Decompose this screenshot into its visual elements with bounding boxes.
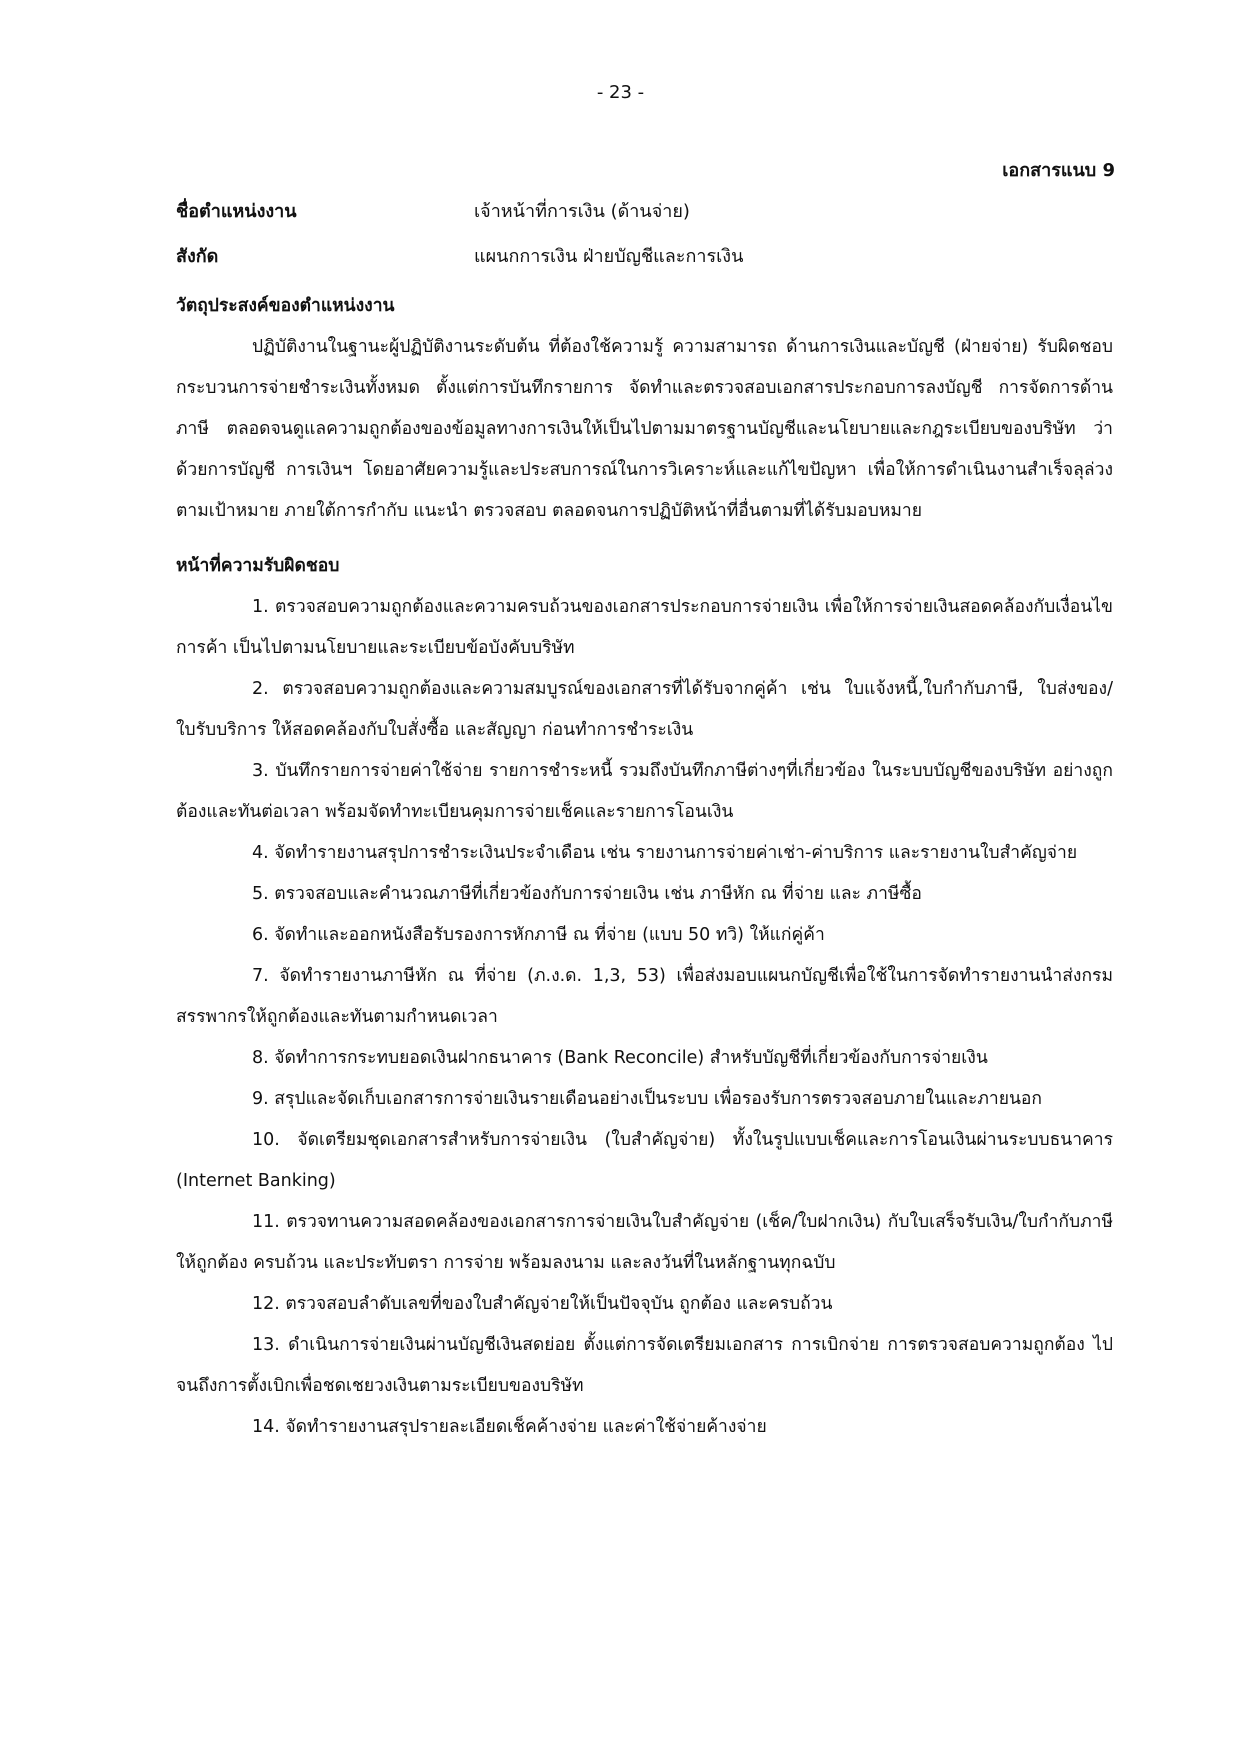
affiliation-value: แผนกการเงิน ฝ่ายบัญชีและการเงิน	[474, 246, 744, 267]
responsibility-item: 4. จัดทำรายงานสรุปการชำระเงินประจำเดือน เช่น รายงานการจ่ายค่าเช่า-ค่าบริการ และรายงานใบสำคัญจ่าย	[252, 843, 1078, 863]
objective-heading: วัตถุประสงค์ของตำแหน่งงาน	[176, 296, 395, 316]
document-body	[176, 286, 1113, 1448]
responsibility-item: 6. จัดทำและออกหนังสือรับรองการหักภาษี ณ ที่จ่าย (แบบ 50 ทวิ) ให้แก่คู่ค้า	[252, 925, 825, 945]
position-label: ชื่อตำแหน่งงาน	[176, 201, 297, 222]
responsibility-item: 8. จัดทำการกระทบยอดเงินฝากธนาคาร (Bank Reconcile) สำหรับบัญชีที่เกี่ยวข้องกับการจ่ายเงิน	[252, 1048, 988, 1068]
responsibility-item: 13. ดำเนินการจ่ายเงินผ่านบัญชีเงินสดย่อย ตั้งแต่การจัดเตรียมเอกสาร การเบิกจ่าย การตรวจสอบความถูกต้อง ไปจนถึงการตั้งเบิกเพื่อชดเชยวงเงินตามระเบียบของบริษัท	[176, 1335, 1113, 1396]
affiliation-row	[176, 241, 743, 270]
position-value: เจ้าหน้าที่การเงิน (ด้านจ่าย)	[474, 201, 690, 222]
attachment-label: เอกสารแนบ 9	[1002, 160, 1115, 181]
responsibility-item: 12. ตรวจสอบลำดับเลขที่ของใบสำคัญจ่ายให้เป็นปัจจุบัน ถูกต้อง และครบถ้วน	[252, 1294, 833, 1314]
objective-text: ปฏิบัติงานในฐานะผู้ปฏิบัติงานระดับต้น ที่ต้องใช้ความรู้ ความสามารถ ด้านการเงินและบัญชี (ฝ่ายจ่าย) รับผิดชอบกระบวนการจ่ายชำระเงินทั้งหมด ตั้งแต่การบันทึกรายการ จัดทำและตรวจสอบเอกสารประกอบการลงบัญชี การจัดการด้านภาษี ตลอดจนดูแลความถูกต้องของข้อมูลทางการเงินให้เป็นไปตามมาตรฐานบัญชีและนโยบายและกฎระเบียบของบริษัท ว่าด้วยการบัญชี การเงินฯ โดยอาศัยความรู้และประสบการณ์ในการวิเคราะห์และแก้ไขปัญหา เพื่อให้การดำเนินงานสำเร็จลุล่วงตามเป้าหมาย ภายใต้การกำกับ แนะนำ ตรวจสอบ ตลอดจนการปฏิบัติหน้าที่อื่นตามที่ได้รับมอบหมาย	[176, 337, 1113, 521]
responsibility-item: 11. ตรวจทานความสอดคล้องของเอกสารการจ่ายเงินใบสำคัญจ่าย (เช็ค/ใบฝากเงิน) กับใบเสร็จรับเงิน/ใบกำกับภาษี ให้ถูกต้อง ครบถ้วน และประทับตรา การจ่าย พร้อมลงนาม และลงวันที่ในหลักฐานทุกฉบับ	[176, 1212, 1113, 1273]
page-number: - 23 -	[596, 82, 645, 103]
responsibilities-heading: หน้าที่ความรับผิดชอบ	[176, 556, 340, 576]
responsibility-item: 7. จัดทำรายงานภาษีหัก ณ ที่จ่าย (ภ.ง.ด. 1,3, 53) เพื่อส่งมอบแผนกบัญชีเพื่อใช้ในการจัดทำรายงานนำส่งกรมสรรพากรให้ถูกต้องและทันตามกำหนดเวลา	[176, 966, 1113, 1027]
responsibility-item: 3. บันทึกรายการจ่ายค่าใช้จ่าย รายการชำระหนี้ รวมถึงบันทึกภาษีต่างๆที่เกี่ยวข้อง ในระบบบัญชีของบริษัท อย่างถูกต้องและทันต่อเวลา พร้อมจัดทำทะเบียนคุมการจ่ายเช็คและรายการโอนเงิน	[176, 761, 1113, 822]
responsibility-item: 9. สรุปและจัดเก็บเอกสารการจ่ายเงินรายเดือนอย่างเป็นระบบ เพื่อรองรับการตรวจสอบภายในและภายนอก	[252, 1089, 1043, 1109]
position-row	[176, 196, 690, 225]
responsibility-item: 1. ตรวจสอบความถูกต้องและความครบถ้วนของเอกสารประกอบการจ่ายเงิน เพื่อให้การจ่ายเงินสอดคล้องกับเงื่อนไขการค้า เป็นไปตามนโยบายและระเบียบข้อบังคับบริษัท	[176, 597, 1113, 658]
responsibility-item: 5. ตรวจสอบและคำนวณภาษีที่เกี่ยวข้องกับการจ่ายเงิน เช่น ภาษีหัก ณ ที่จ่าย และ ภาษีซื้อ	[252, 884, 922, 904]
responsibility-item: 14. จัดทำรายงานสรุปรายละเอียดเช็คค้างจ่าย และค่าใช้จ่ายค้างจ่าย	[252, 1417, 767, 1437]
affiliation-label: สังกัด	[176, 246, 219, 267]
responsibility-item: 2. ตรวจสอบความถูกต้องและความสมบูรณ์ของเอกสารที่ได้รับจากคู่ค้า เช่น ใบแจ้งหนี้,ใบกำกับภาษี, ใบส่งของ/ใบรับบริการ ให้สอดคล้องกับใบสั่งซื้อ และสัญญา ก่อนทำการชำระเงิน	[176, 679, 1113, 740]
responsibility-item: 10. จัดเตรียมชุดเอกสารสำหรับการจ่ายเงิน (ใบสำคัญจ่าย) ทั้งในรูปแบบเช็คและการโอนเงินผ่านระบบธนาคาร (Internet Banking)	[176, 1130, 1113, 1191]
